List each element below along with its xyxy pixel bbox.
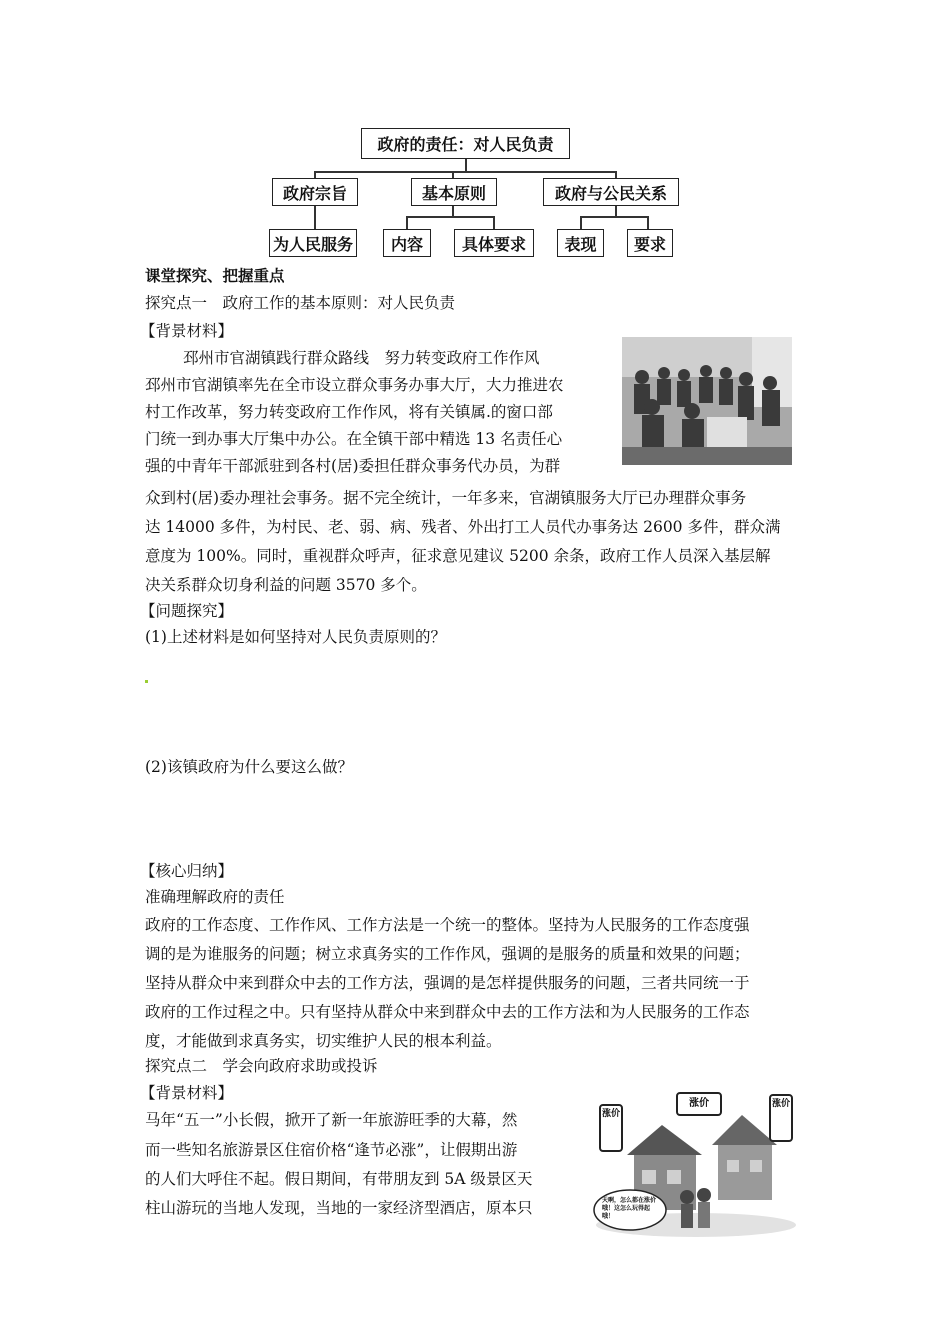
diagram-node-demand: 要求	[627, 229, 673, 257]
diagram-node-principle: 基本原则	[411, 178, 497, 206]
question-1: (1)上述材料是如何坚持对人民负责原则的？	[145, 628, 446, 646]
diagram-root: 政府的责任：对人民负责	[361, 128, 570, 159]
point1-line: 决关系群众切身利益的问题 3570 多个。	[145, 576, 427, 594]
diagram-node-requirements: 具体要求	[454, 229, 534, 257]
speech-bubble-text: 天啊，怎么都在涨价哦！这怎么玩得起哦！	[602, 1197, 657, 1220]
point1-line: 众到村(居)委办理社会事务。据不完全统计，一年多来，官湖镇服务大厅已办理群众事务	[145, 489, 747, 507]
price-sign-left: 涨价	[601, 1109, 620, 1119]
core-line: 度，才能做到求真务实，切实维护人民的根本利益。	[145, 1032, 502, 1050]
point2-line: 马年“五一”小长假，掀开了新一年旅游旺季的大幕，然	[145, 1111, 518, 1129]
point1-line: 村工作改革，努力转变政府工作作风，将有关镇属.的窗口部	[145, 403, 553, 421]
diagram-node-manifestation: 表现	[557, 229, 604, 257]
price-hike-cartoon	[592, 1085, 800, 1240]
core-title: 准确理解政府的责任	[145, 888, 285, 906]
price-sign-top: 涨价	[689, 1098, 709, 1109]
meeting-photo	[622, 337, 792, 465]
point2-line: 的人们大呼住不起。假日期间，有带朋友到 5A 级景区天	[145, 1170, 533, 1188]
core-label: 【核心归纳】	[140, 862, 234, 880]
point1-headline: 邳州市官湖镇践行群众路线 努力转变政府工作作风	[183, 349, 540, 367]
diagram-node-purpose: 政府宗旨	[272, 178, 358, 206]
point1-title: 探究点一 政府工作的基本原则：对人民负责	[145, 294, 456, 312]
point2-line: 而一些知名旅游景区住宿价格“逢节必涨”，让假期出游	[145, 1141, 518, 1159]
diagram-node-relation: 政府与公民关系	[543, 178, 679, 206]
point1-bg-label: 【背景材料】	[140, 322, 234, 340]
point1-line: 门统一到办事大厅集中办公。在全镇干部中精选 13 名责任心	[145, 430, 563, 448]
stray-mark	[145, 680, 148, 683]
diagram-node-serve: 为人民服务	[269, 229, 357, 257]
question-label: 【问题探究】	[140, 602, 234, 620]
point1-line: 达 14000 多件，为村民、老、弱、病、残者、外出打工人员代办事务达 2600 多件，群众满	[145, 518, 781, 536]
core-line: 政府的工作过程之中。只有坚持从群众中来到群众中去的工作方法和为人民服务的工作态	[145, 1003, 750, 1021]
price-sign-right: 涨价	[771, 1099, 790, 1109]
core-line: 政府的工作态度、工作作风、工作方法是一个统一的整体。坚持为人民服务的工作态度强	[145, 916, 750, 934]
core-line: 调的是为谁服务的问题；树立求真务实的工作作风，强调的是服务的质量和效果的问题；	[145, 945, 750, 963]
point2-bg-label: 【背景材料】	[140, 1084, 234, 1102]
point1-line: 强的中青年干部派驻到各村(居)委担任群众事务代办员，为群	[145, 457, 561, 475]
point1-line: 意度为 100%。同时，重视群众呼声，征求意见建议 5200 余条，政府工作人员深入基层解	[145, 547, 771, 565]
question-2: (2)该镇政府为什么要这么做？	[145, 758, 353, 776]
point2-line: 柱山游玩的当地人发现，当地的一家经济型酒店，原本只	[145, 1199, 533, 1217]
point1-line: 邳州市官湖镇率先在全市设立群众事务办事大厅，大力推进农	[145, 376, 564, 394]
point2-title: 探究点二 学会向政府求助或投诉	[145, 1057, 378, 1075]
diagram-node-content: 内容	[383, 229, 431, 257]
core-line: 坚持从群众中来到群众中去的工作方法，强调的是怎样提供服务的问题，三者共同统一于	[145, 974, 750, 992]
section-title: 课堂探究、把握重点	[145, 267, 285, 285]
